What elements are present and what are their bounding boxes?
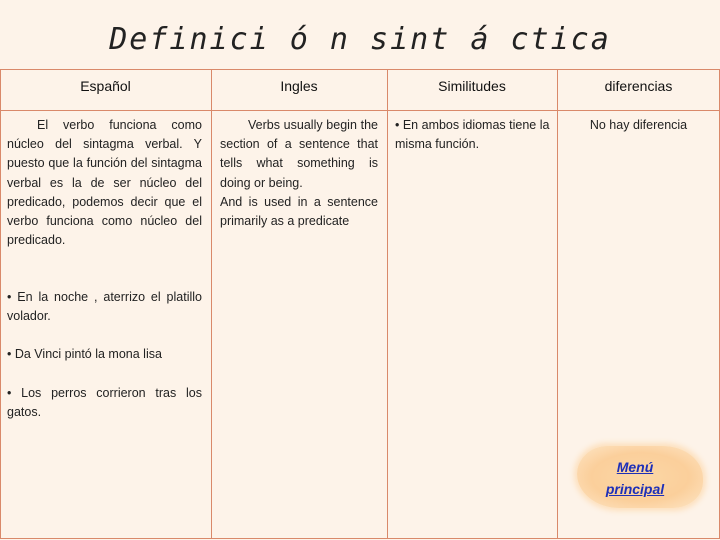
espanol-definition: El verbo funciona como núcleo del sintagma verbal. Y puesto que la función del sintagma verbal es la de ser núcleo del predicado, podemos decir que el verbo funciona como núcleo del predicado. — [7, 118, 202, 248]
column-divider — [387, 69, 388, 539]
header-diferencias: diferencias — [604, 78, 673, 94]
header-ingles: Ingles — [280, 78, 318, 94]
column-divider — [557, 69, 558, 539]
example-1: • En la noche , aterrizo el platillo volador. — [7, 290, 202, 323]
ingles-text-1: Verbs usually begin the section of a sentence that tells what something is doing or being. — [220, 118, 378, 190]
similitudes-text: • En ambos idiomas tiene la misma función. — [395, 118, 550, 152]
menu-principal-link[interactable]: Menú principal — [605, 459, 665, 497]
ingles-text-2: And is used in a sentence primarily as a predicate — [220, 194, 378, 229]
header-espanol: Español — [80, 78, 131, 94]
example-3: • Los perros corrieron tras los gatos. — [7, 386, 202, 419]
diferencias-text: No hay diferencia — [589, 118, 688, 132]
header-divider — [0, 110, 720, 111]
example-2: • Da Vinci pintó la mona lisa — [7, 347, 162, 361]
column-divider — [211, 69, 212, 539]
page-title: Definici ó n sint á ctica — [109, 22, 611, 57]
header-similitudes: Similitudes — [438, 78, 506, 94]
ingles-definition — [220, 116, 378, 231]
